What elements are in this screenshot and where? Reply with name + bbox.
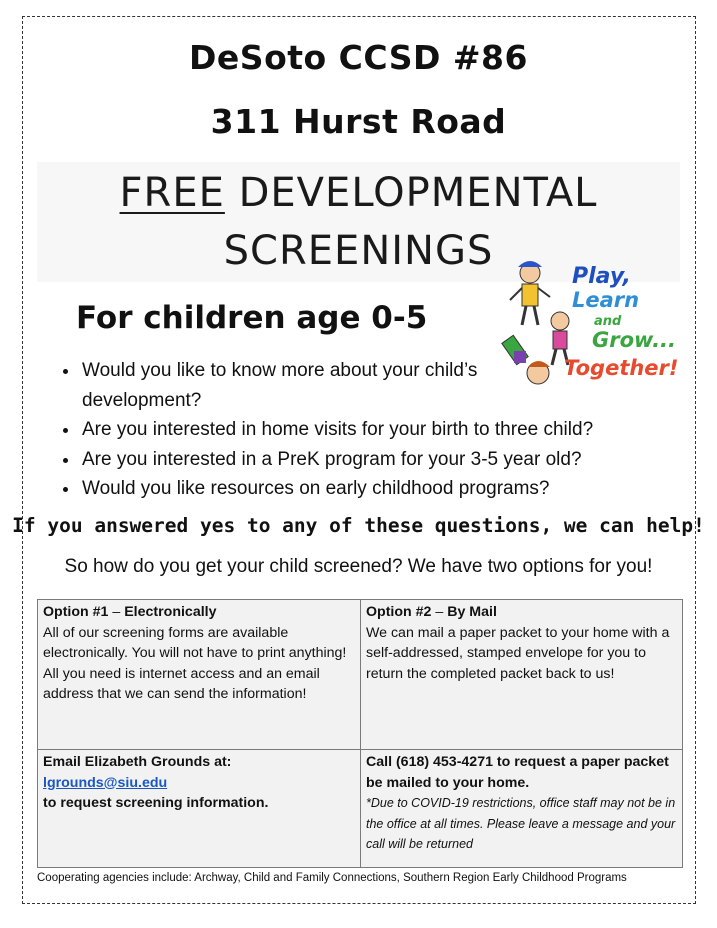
email-link[interactable]: lgrounds@siu.edu xyxy=(43,774,168,791)
option1-dash: – xyxy=(108,604,125,620)
district-title: DeSoto CCSD #86 xyxy=(189,38,528,77)
option2-cell xyxy=(361,600,683,750)
cooperating-agencies: Cooperating agencies include: Archway, Child and Family Connections, Southern Region Early Childhood Programs xyxy=(37,872,627,884)
list-item: • Are you interested in home visits for your birth to three child? xyxy=(80,415,680,445)
phone-contact: Call (618) 453-4271 to request a paper packet be mailed to your home. xyxy=(366,754,669,791)
logo-grow: Grow... xyxy=(592,328,677,352)
option1-cell xyxy=(38,600,361,750)
age-subtitle: For children age 0-5 xyxy=(76,300,428,336)
covid-note: *Due to COVID-19 restrictions, office staff may not be in the office at all times. Please leave a message and your call will be returned xyxy=(366,796,676,851)
option1-method: Electronically xyxy=(124,604,217,620)
option2-method: By Mail xyxy=(447,604,497,620)
banner-line-1 xyxy=(0,170,717,216)
banner-line-2: SCREENINGS xyxy=(223,228,494,274)
developmental-word: DEVELOPMENTAL xyxy=(224,170,598,216)
logo-learn: Learn xyxy=(572,288,640,312)
question-list xyxy=(55,356,680,504)
child-figure-icon xyxy=(510,261,550,325)
district-address: 311 Hurst Road xyxy=(210,102,507,141)
help-statement: If you answered yes to any of these questions, we can help! xyxy=(12,514,705,537)
logo-together: Together! xyxy=(564,356,679,380)
list-item: • Would you like resources on early childhood programs? xyxy=(80,474,680,504)
options-table xyxy=(37,599,683,868)
option1-label: Option #1 xyxy=(43,604,109,620)
option2-label: Option #2 xyxy=(366,604,432,620)
options-intro: So how do you get your child screened? We have two options for you! xyxy=(64,556,653,577)
logo-and: and xyxy=(594,314,622,329)
option2-body: We can mail a paper packet to your home with a self-addressed, stamped envelope for you to return the completed packet back to us! xyxy=(366,624,670,682)
email-contact-tail: to request screening information. xyxy=(43,795,269,811)
free-word: FREE xyxy=(119,170,225,216)
email-contact-label: Email Elizabeth Grounds at: xyxy=(43,754,232,770)
email-contact-cell xyxy=(38,750,361,868)
logo-play: Play, xyxy=(572,264,631,289)
option1-body: All of our screening forms are available electronically. You will not have to print anything! All you need is internet access and an email address that we can send the information! xyxy=(43,624,347,702)
list-item: • Are you interested in a PreK program for your 3-5 year old? xyxy=(80,445,680,475)
phone-contact-cell xyxy=(361,750,683,868)
list-item: • Would you like to know more about your child’s development? xyxy=(80,356,482,415)
option2-dash: – xyxy=(431,604,448,620)
